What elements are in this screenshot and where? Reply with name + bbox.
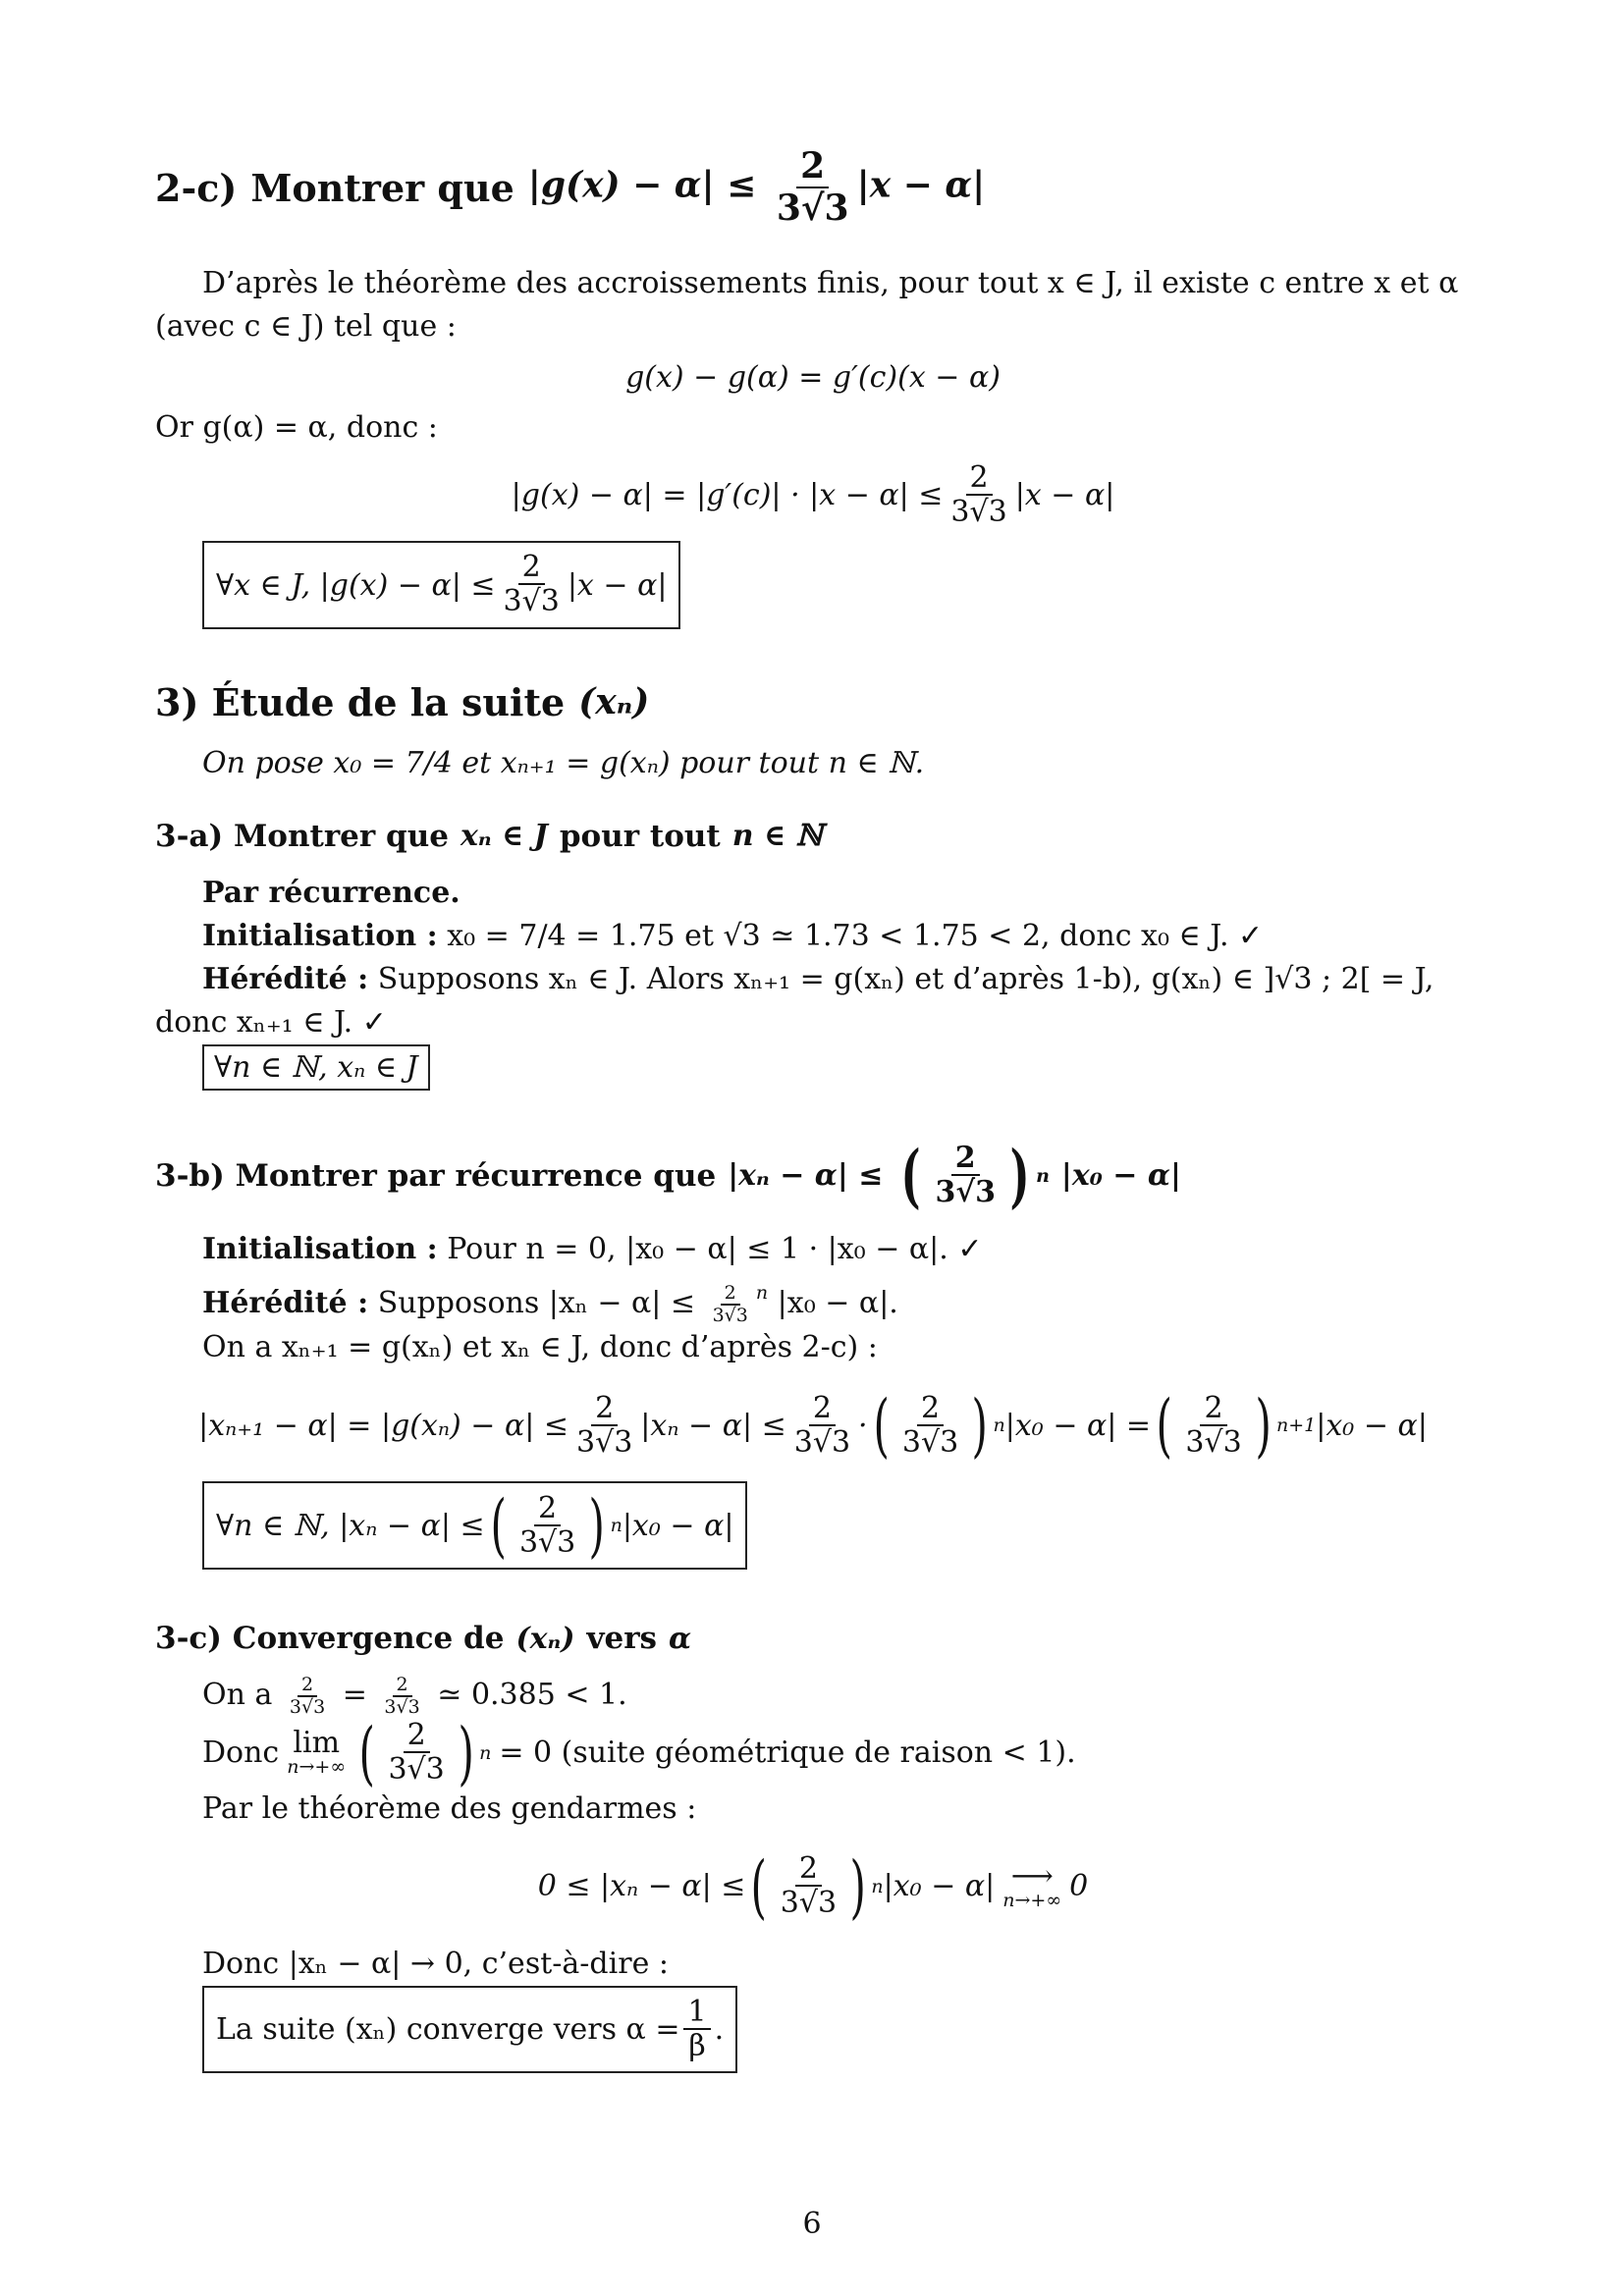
fraction: $\frac{2}{3√3}$ bbox=[776, 145, 849, 229]
paragraph: Or g(α) = α, donc : bbox=[155, 409, 438, 445]
paragraph: Initialisation : x₀ = 7/4 = 1.75 et √3 ≃ 1.73 < 1.75 < 2, donc x₀ ∈ J. ✓ bbox=[202, 918, 1264, 953]
heading-3a: 3-a) Montrer que xₙ ∈ J pour tout n ∈ ℕ bbox=[155, 818, 824, 854]
result-box: ∀n ∈ ℕ, xₙ ∈ J bbox=[202, 1044, 430, 1091]
heading-3b: 3-b) Montrer par récurrence que |xₙ − α| ≤ ( $\frac{2}{3√3}$ ) n |x₀ − α| bbox=[155, 1134, 1181, 1216]
heading-text: Montrer que bbox=[250, 165, 514, 210]
result-box: La suite (xₙ) converge vers α = $\frac{1}{\beta}$ . bbox=[202, 1986, 737, 2074]
heading-3: 3) Étude de la suite (xₙ) bbox=[155, 679, 650, 724]
paragraph: Donc lim n→+∞ ( $\frac{2}{3√3}$ ) n = 0 (suite géométrique de raison < 1). bbox=[202, 1712, 1076, 1793]
paragraph: Initialisation : Pour n = 0, |x₀ − α| ≤ 1 · |x₀ − α|. ✓ bbox=[202, 1231, 983, 1266]
heading-2c bbox=[155, 147, 1471, 229]
paragraph: D’après le théorème des accroissements finis, pour tout x ∈ J, il existe c entre x et α (avec c ∈ J) tel que : bbox=[155, 265, 1459, 344]
paragraph: On a $\frac{2}{3√3}$ = $\frac{2}{3√3}$ ≃ 0.385 < 1. bbox=[202, 1674, 627, 1718]
paragraph: On pose x₀ = 7/4 et xₙ₊₁ = g(xₙ) pour tout n ∈ ℕ. bbox=[202, 745, 925, 780]
paragraph: Hérédité : Supposons xₙ ∈ J. Alors xₙ₊₁ = g(xₙ) et d’après 1-b), g(xₙ) ∈ ]√3 ; 2[ = J, donc xₙ₊₁ ∈ J. ✓ bbox=[155, 961, 1435, 1040]
paragraph: On a xₙ₊₁ = g(xₙ) et xₙ ∈ J, donc d’après 2-c) : bbox=[202, 1330, 878, 1365]
result-box: ∀n ∈ ℕ, |xₙ − α| ≤ ( $\frac{2}{3√3}$ ) n |x₀ − α| bbox=[202, 1481, 747, 1570]
paragraph: Donc |xₙ − α| → 0, c’est-à-dire : bbox=[202, 1946, 669, 1981]
result-box: ∀x ∈ J, |g(x) − α| ≤ $\frac{2}{3√3}$ |x − α| bbox=[202, 541, 680, 629]
paragraph: Par le théorème des gendarmes : bbox=[202, 1790, 697, 1826]
equation: g(x) − g(α) = g′(c)(x − α) bbox=[625, 359, 1001, 395]
fraction: $\frac{2}{3√3}$ bbox=[950, 459, 1007, 529]
equation: |xₙ₊₁ − α| = |g(xₙ) − α| ≤ $\frac{2}{3√3}$ |xₙ − α| ≤ $\frac{2}{3√3}$ · ( $\frac{2}{3√3}$ ) n |x₀ − α| = ( $\frac{2}{3√3}$ ) n+1 |x₀ − α| bbox=[198, 1385, 1428, 1467]
paragraph: Hérédité : Supposons |xₙ − α| ≤ $\frac{2}{3√3}$ $^n$ |x₀ − α|. bbox=[202, 1281, 898, 1326]
document-page bbox=[155, 147, 1471, 2073]
heading-3c: 3-c) Convergence de (xₙ) vers α bbox=[155, 1621, 692, 1657]
heading-number: 2-c) bbox=[155, 165, 238, 210]
equation: 0 ≤ |xₙ − α| ≤ ( $\frac{2}{3√3}$ ) n |x₀ − α| ⟶ n→+∞ 0 bbox=[537, 1845, 1089, 1927]
page-number: 6 bbox=[802, 2207, 822, 2241]
heading-math: |g(x) − α| ≤ $\frac{2}{3√3}$ |x − α| bbox=[527, 145, 986, 229]
equation: |g(x) − α| = |g′(c)| · |x − α| ≤ $\frac{2}{3√3}$ |x − α| bbox=[511, 459, 1115, 529]
paragraph: Par récurrence. bbox=[202, 875, 460, 910]
